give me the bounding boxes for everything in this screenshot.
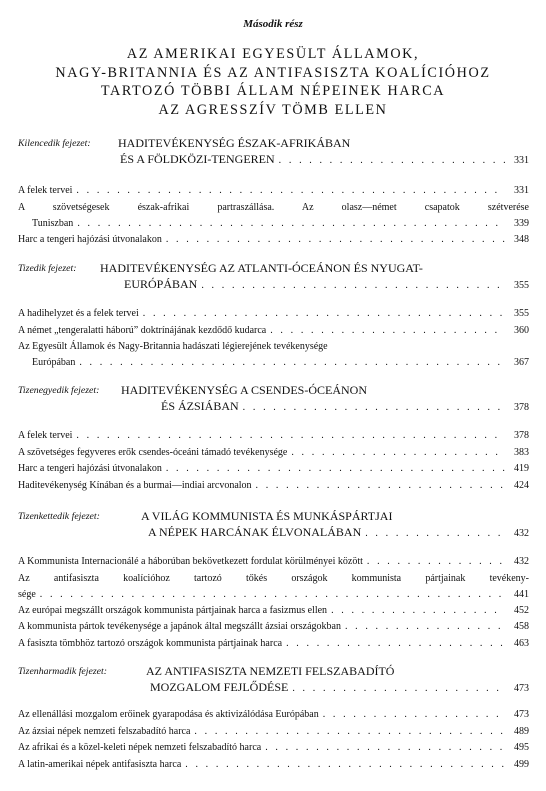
entry-page: 331 <box>514 185 529 196</box>
toc-entry[interactable]: A szövetséges fegyveres erők csendes-óceáni támadó tevékenysége . . . 383 <box>18 445 529 462</box>
chapter-heading <box>18 664 529 698</box>
chapter-label: Tizenegyedik fejezet: <box>18 385 100 396</box>
toc-entry[interactable]: Haditevékenység Kínában és a burmai—indiai arcvonalon . . . 424 <box>18 478 529 495</box>
leader-dots <box>194 724 505 741</box>
chapter-entries <box>18 707 529 773</box>
entry-page: 441 <box>514 588 529 600</box>
chapter-11 <box>18 383 529 494</box>
part-label: Második rész <box>243 18 303 30</box>
part-title-line: TARTOZÓ TÖBBI ÁLLAM NÉPEINEK HARCA <box>100 83 446 99</box>
leader-dots <box>331 603 505 620</box>
toc-entry[interactable]: Az Egyesült Államok és Nagy-Britannia hadászati légierejének tevékenysége Európában . . . 367 <box>18 339 529 371</box>
entry-page: 432 <box>514 556 529 567</box>
leader-dots <box>243 402 505 413</box>
toc-entry[interactable]: A Kommunista Internacionálé a háborúban bekövetkezett fordulat körülményei között . . . 432 <box>18 554 529 571</box>
chapter-title-line1: AZ ANTIFASISZTA NEMZETI FELSZABADÍTÓ <box>146 664 395 678</box>
chapter-title-line2: A NÉPEK HARCÁNAK ÉLVONALÁBAN . . . 432 <box>148 525 529 540</box>
chapter-9 <box>18 136 529 248</box>
toc-entry[interactable]: A fasiszta tömbhöz tartozó országok kommunista pártjainak harca . . . 463 <box>18 636 529 653</box>
chapter-10 <box>18 261 529 371</box>
leader-dots <box>291 445 505 462</box>
leader-dots <box>365 528 505 539</box>
leader-dots <box>265 740 505 757</box>
part-title <box>0 45 546 119</box>
leader-dots <box>166 461 505 478</box>
leader-dots <box>79 355 505 371</box>
toc-entry[interactable]: A kommunista pártok tevékenysége a japánok által megszállt ázsiai országokban . . . 458 <box>18 619 529 636</box>
chapter-page: 473 <box>514 683 529 694</box>
chapter-entries <box>18 428 529 494</box>
entry-page: 367 <box>514 357 529 368</box>
toc-entry[interactable]: Az ellenállási mozgalom erőinek gyarapodása és aktivizálódása Európában . . . 473 <box>18 707 529 724</box>
part-title-line: NAGY-BRITANNIA ÉS AZ ANTIFASISZTA KOALÍCIÓHOZ <box>55 64 491 81</box>
toc-entry[interactable]: Az ázsiai népek nemzeti felszabadító harca . . . 489 <box>18 724 529 741</box>
chapter-label: Tizedik fejezet: <box>18 263 77 274</box>
leader-dots <box>270 323 505 340</box>
leader-dots <box>345 619 505 636</box>
entry-page: 458 <box>514 621 529 632</box>
leader-dots <box>76 428 505 445</box>
chapter-label: Tizenkettedik fejezet: <box>18 511 100 522</box>
leader-dots <box>76 183 505 200</box>
entry-page: 495 <box>514 742 529 753</box>
entry-page: 424 <box>514 479 529 491</box>
entry-page: 473 <box>514 709 529 720</box>
chapter-title-line2: ÉS ÁZSIÁBAN . . . 378 <box>161 399 529 414</box>
chapter-entries <box>18 306 529 371</box>
chapter-heading <box>18 509 529 543</box>
leader-dots <box>166 232 505 249</box>
leader-dots <box>367 554 505 571</box>
chapter-title-line2: MOZGALOM FEJLŐDÉSE . . . 473 <box>150 680 529 695</box>
chapter-heading <box>18 383 529 417</box>
chapter-label: Kilencedik fejezet: <box>18 138 91 149</box>
leader-dots <box>323 707 505 724</box>
toc-entry[interactable]: A német „tengeralatti háború” doktrínájának kezdődő kudarca . . . 360 <box>18 323 529 340</box>
entry-page: 499 <box>514 758 529 770</box>
toc-entry[interactable]: A hadihelyzet és a felek tervei . . . 355 <box>18 306 529 323</box>
leader-dots <box>77 216 505 232</box>
leader-dots <box>143 306 505 323</box>
toc-entry[interactable]: A felek tervei . . . 378 <box>18 428 529 445</box>
chapter-label: Tizenharmadik fejezet: <box>18 666 107 677</box>
part-title-line: AZ AGRESSZÍV TÖMB ELLEN <box>158 101 388 118</box>
entry-page: 378 <box>514 430 529 441</box>
chapter-entries <box>18 554 529 652</box>
entry-page: 355 <box>514 308 529 319</box>
leader-dots <box>40 587 505 603</box>
entry-page: 452 <box>514 604 529 616</box>
entry-page: 339 <box>514 217 529 229</box>
part-title-line: AZ AMERIKAI EGYESÜLT ÁLLAMOK, <box>126 46 420 62</box>
chapter-title-line1: HADITEVÉKENYSÉG A CSENDES-ÓCEÁNON <box>121 383 367 397</box>
chapter-heading <box>18 261 529 295</box>
leader-dots <box>292 683 505 694</box>
leader-dots <box>185 757 505 774</box>
toc-entry[interactable]: Harc a tengeri hajózási útvonalakon . . . 348 <box>18 232 529 249</box>
toc-entry[interactable]: A felek tervei . . . 331 <box>18 183 529 200</box>
toc-entry[interactable]: A szövetségesek észak-afrikai partraszállása. Az olasz—német csapatok szétverése Tuniszban . . . 339 <box>18 200 529 232</box>
entry-page: 348 <box>514 233 529 245</box>
chapter-title-line1: HADITEVÉKENYSÉG ÉSZAK-AFRIKÁBAN <box>118 136 351 150</box>
entry-page: 489 <box>514 725 529 737</box>
entry-page: 360 <box>514 324 529 336</box>
entry-page: 419 <box>514 463 529 474</box>
leader-dots <box>279 155 505 166</box>
toc-entry[interactable]: Az európai megszállt országok kommunista pártjainak harca a fasizmus ellen . . . 452 <box>18 603 529 620</box>
chapter-heading <box>18 136 529 170</box>
toc-entry[interactable]: Az afrikai és a közel-keleti népek nemzeti felszabadító harca . . . 495 <box>18 740 529 757</box>
chapter-title-line1: HADITEVÉKENYSÉG AZ ATLANTI-ÓCEÁNON ÉS NYUGAT- <box>100 261 423 275</box>
chapter-page: 331 <box>514 155 529 166</box>
chapter-title-line2: ÉS A FÖLDKÖZI-TENGEREN . . . 331 <box>118 152 529 167</box>
chapter-entries <box>18 183 529 248</box>
entry-page: 383 <box>514 446 529 458</box>
chapter-12 <box>18 509 529 652</box>
entry-page: 463 <box>514 637 529 649</box>
toc-entry[interactable]: Az antifasiszta koalícióhoz tartozó tőkés országok kommunista pártjainak tevékeny- sége . . . 441 <box>18 571 529 603</box>
chapter-title-line2: EURÓPÁBAN . . . 355 <box>124 277 529 292</box>
leader-dots <box>256 478 505 495</box>
toc-entry[interactable]: A latin-amerikai népek antifasiszta harca . . . 499 <box>18 757 529 774</box>
chapter-page: 432 <box>514 528 529 539</box>
leader-dots <box>286 636 505 653</box>
chapter-page: 355 <box>514 280 529 291</box>
leader-dots <box>201 280 505 291</box>
chapter-13 <box>18 664 529 773</box>
chapter-page: 378 <box>514 402 529 413</box>
chapter-title-line1: A VILÁG KOMMUNISTA ÉS MUNKÁSPÁRTJAI <box>141 509 393 523</box>
toc-entry[interactable]: Harc a tengeri hajózási útvonalakon . . . 419 <box>18 461 529 478</box>
